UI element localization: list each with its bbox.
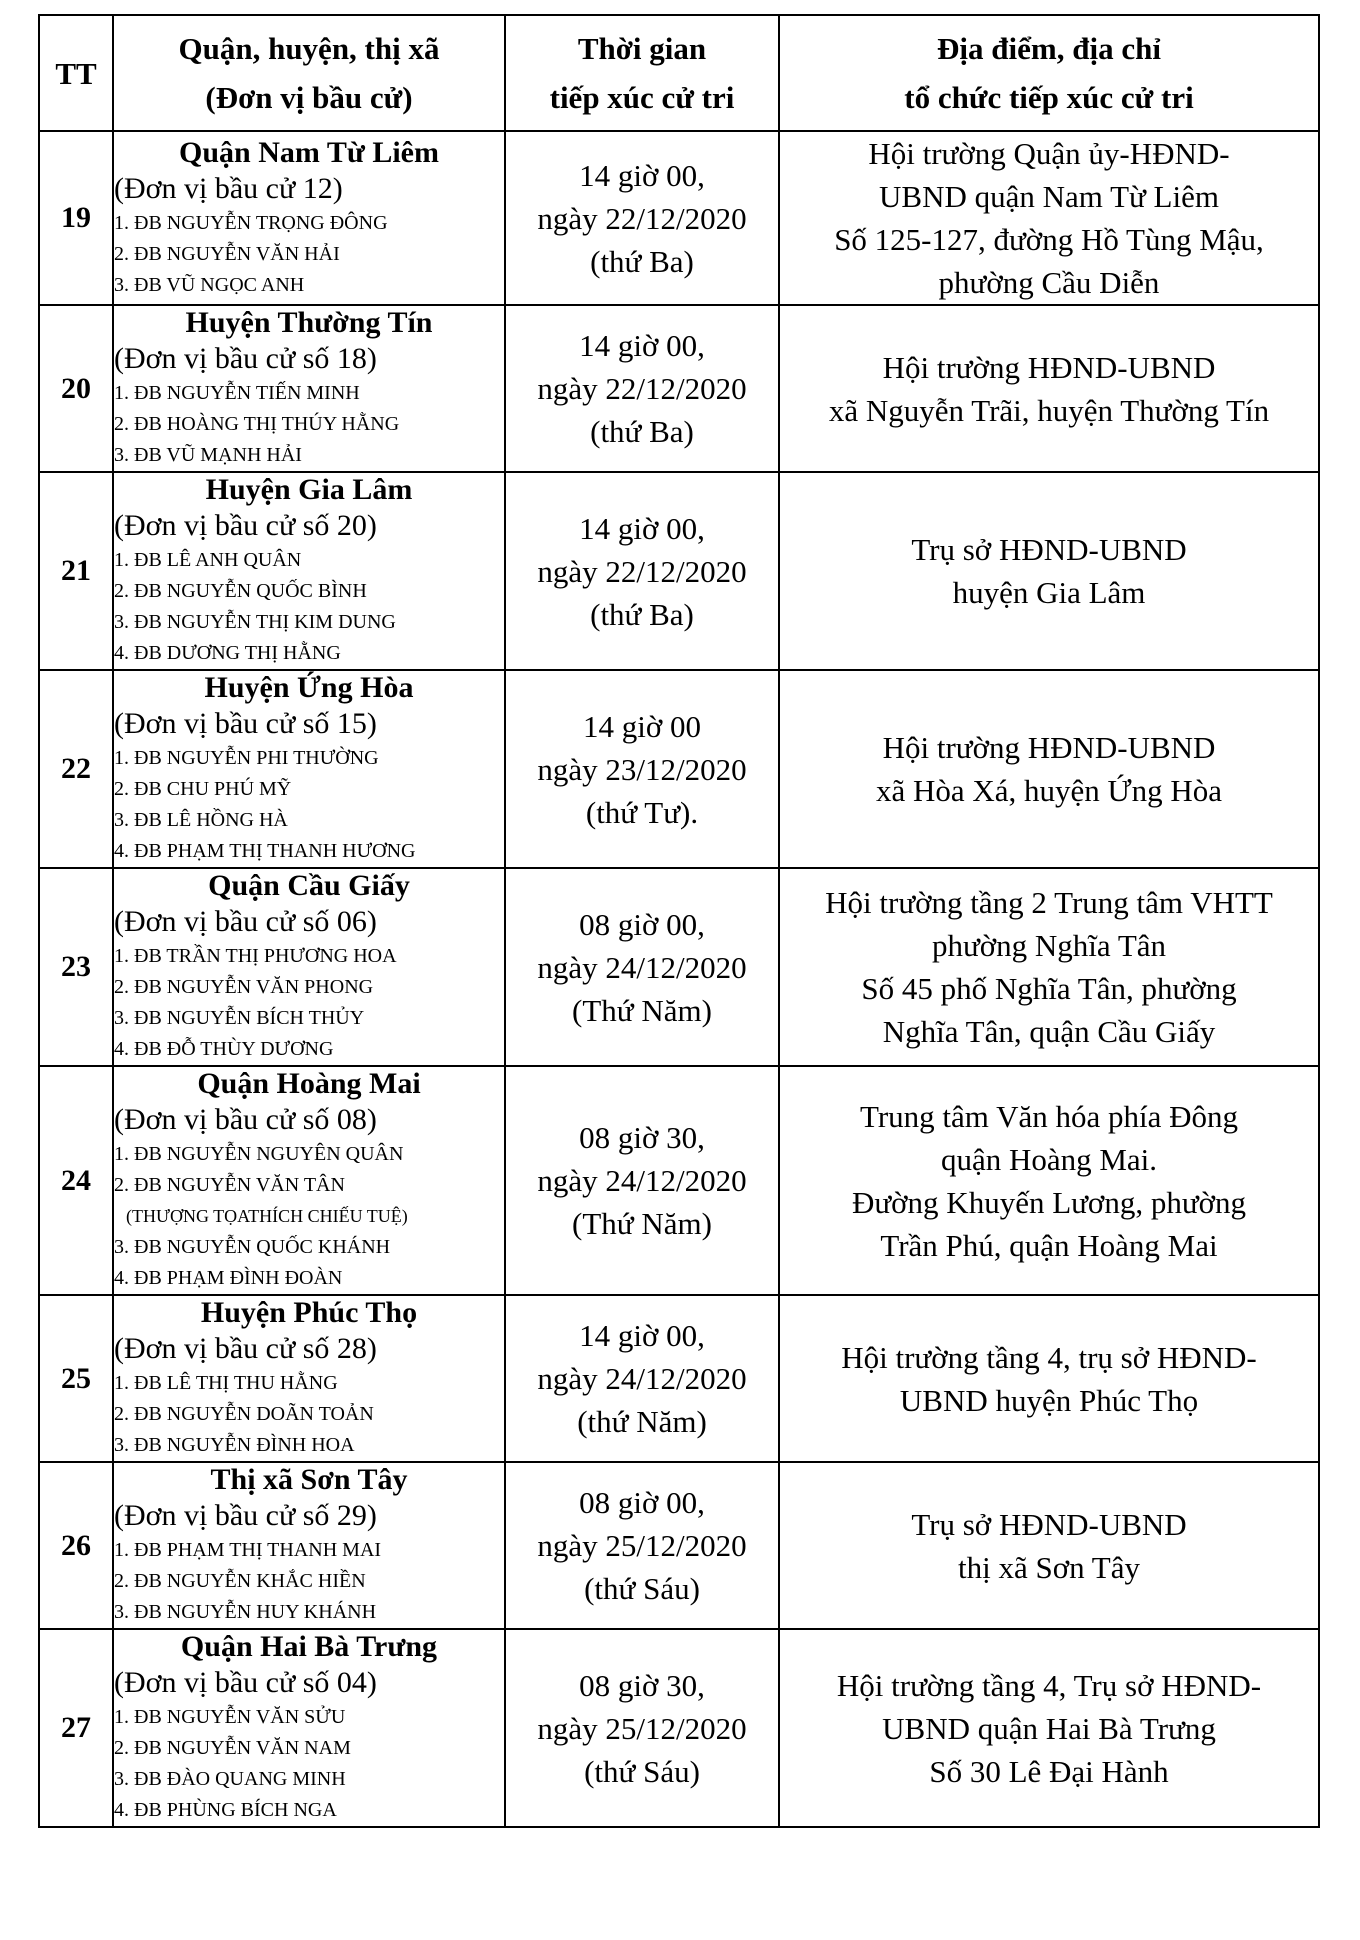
time-line: (Thứ Năm) [572, 992, 712, 1028]
delegate-item: 2. ĐB NGUYỄN VĂN NAM [114, 1737, 351, 1759]
place-line: Hội trường tầng 4, trụ sở HĐND- [841, 1339, 1257, 1375]
delegate-item: 3. ĐB NGUYỄN ĐÌNH HOA [114, 1434, 355, 1456]
place-line: Nghĩa Tân, quận Cầu Giấy [882, 1014, 1216, 1049]
time-line: 08 giờ 30, [579, 1120, 705, 1155]
schedule-table [38, 14, 1320, 1828]
delegate-item: 1. ĐB NGUYỄN NGUYÊN QUÂN [114, 1143, 404, 1165]
place-line: Số 45 phố Nghĩa Tân, phường [861, 971, 1237, 1006]
delegate-item: 3. ĐB ĐÀO QUANG MINH [114, 1768, 346, 1790]
table-row [39, 305, 1319, 472]
delegate-item: 3. ĐB VŨ NGỌC ANH [114, 273, 305, 296]
delegate-item: 2. ĐB NGUYỄN KHẮC HIỀN [114, 1570, 366, 1592]
delegate-list [114, 1139, 504, 1294]
delegate-item: 2. ĐB CHU PHÚ MỸ [114, 778, 292, 800]
place-line: Hội trường tầng 4, Trụ sở HĐND- [836, 1667, 1262, 1703]
delegate-item: 3. ĐB LÊ HỒNG HÀ [114, 809, 288, 831]
unit-name: Huyện Gia Lâm [205, 473, 413, 506]
time-line: ngày 23/12/2020 [537, 751, 747, 787]
delegate-list [114, 1535, 504, 1628]
place-line: Đường Khuyến Lương, phường [851, 1184, 1247, 1220]
time-cell [505, 670, 779, 868]
row-number: 25 [39, 1295, 113, 1462]
time-line: (thứ Ba) [590, 596, 694, 632]
time-cell [505, 131, 779, 305]
time-line: ngày 24/12/2020 [537, 949, 747, 985]
row-number: 19 [39, 131, 113, 305]
delegate-list [114, 1368, 504, 1461]
electoral-unit-label: (Đơn vị bầu cử số 29) [114, 1499, 377, 1532]
delegate-item: 4. ĐB PHÙNG BÍCH NGA [114, 1799, 337, 1821]
delegate-list [114, 378, 504, 471]
time-line: (thứ Ba) [590, 414, 694, 449]
place-line: Trụ sở HĐND-UBND [911, 532, 1187, 567]
delegate-item: (THƯỢNG TỌATHÍCH CHIẾU TUỆ) [126, 1206, 408, 1226]
time-line: (thứ Năm) [577, 1404, 707, 1439]
time-line: 08 giờ 00, [579, 1485, 705, 1520]
time-line: ngày 22/12/2020 [537, 553, 747, 589]
header-tt: TT [39, 15, 113, 131]
header-place-line2: tổ chức tiếp xúc cử tri [904, 80, 1194, 115]
place-cell [779, 1066, 1319, 1295]
row-number: 24 [39, 1066, 113, 1295]
place-cell [779, 305, 1319, 472]
table-row [39, 1629, 1319, 1827]
place-line: xã Hòa Xá, huyện Ứng Hòa [875, 773, 1222, 808]
place-cell [779, 131, 1319, 305]
place-line: huyện Gia Lâm [952, 575, 1146, 610]
time-line: 14 giờ 00, [579, 1318, 705, 1353]
delegate-item: 4. ĐB ĐỖ THÙY DƯƠNG [114, 1038, 334, 1060]
delegate-item: 3. ĐB NGUYỄN HUY KHÁNH [114, 1601, 377, 1623]
table-row [39, 131, 1319, 305]
electoral-unit-label: (Đơn vị bầu cử số 15) [114, 707, 377, 740]
time-line: 08 giờ 30, [579, 1667, 705, 1703]
delegate-item: 1. ĐB TRẦN THỊ PHƯƠNG HOA [114, 945, 397, 967]
place-line: Trụ sở HĐND-UBND [911, 1506, 1187, 1542]
place-cell [779, 1295, 1319, 1462]
unit-cell [113, 868, 505, 1066]
unit-name: Huyện Phúc Thọ [200, 1296, 418, 1329]
time-line: (Thứ Năm) [572, 1206, 712, 1241]
time-line: ngày 24/12/2020 [537, 1163, 747, 1198]
time-line: 14 giờ 00 [582, 708, 701, 744]
delegate-item: 4. ĐB PHẠM THỊ THANH HƯƠNG [114, 840, 416, 862]
unit-cell [113, 1066, 505, 1295]
delegate-item: 2. ĐB NGUYỄN VĂN TÂN [114, 1174, 345, 1196]
header-place [779, 15, 1319, 131]
row-number: 27 [39, 1629, 113, 1827]
delegate-item: 2. ĐB HOÀNG THỊ THÚY HẰNG [114, 413, 400, 435]
header-row [39, 15, 1319, 131]
unit-name: Quận Cầu Giấy [208, 869, 410, 902]
table-row [39, 670, 1319, 868]
unit-cell [113, 1462, 505, 1629]
place-line: Trần Phú, quận Hoàng Mai [880, 1227, 1218, 1263]
time-line: ngày 22/12/2020 [537, 200, 747, 236]
unit-cell [113, 472, 505, 670]
unit-name: Huyện Ứng Hòa [204, 671, 414, 704]
delegate-list [114, 208, 504, 301]
time-cell [505, 1629, 779, 1827]
place-line: Số 30 Lê Đại Hành [929, 1753, 1169, 1789]
unit-name: Quận Hai Bà Trưng [180, 1630, 438, 1663]
time-line: (thứ Sáu) [584, 1571, 700, 1606]
delegate-item: 2. ĐB NGUYỄN VĂN HẢI [114, 242, 340, 265]
delegate-item: 3. ĐB NGUYỄN BÍCH THỦY [114, 1007, 365, 1029]
time-cell [505, 1295, 779, 1462]
place-cell [779, 670, 1319, 868]
unit-name: Quận Hoàng Mai [197, 1067, 421, 1100]
time-line: ngày 25/12/2020 [537, 1528, 747, 1563]
electoral-unit-label: (Đơn vị bầu cử số 28) [114, 1332, 377, 1365]
electoral-unit-label: (Đơn vị bầu cử số 20) [114, 509, 377, 542]
delegate-list [114, 545, 504, 669]
time-line: ngày 22/12/2020 [537, 371, 747, 406]
electoral-unit-label: (Đơn vị bầu cử số 18) [114, 342, 377, 375]
delegate-item: 2. ĐB NGUYỄN QUỐC BÌNH [114, 580, 367, 602]
time-line: (thứ Tư). [585, 794, 699, 830]
unit-name: Quận Nam Từ Liêm [179, 135, 439, 169]
electoral-unit-label: (Đơn vị bầu cử số 08) [114, 1103, 377, 1136]
place-line: UBND quận Hai Bà Trưng [882, 1710, 1216, 1746]
delegate-list [114, 941, 504, 1065]
table-body [39, 131, 1319, 1827]
place-line: phường Cầu Diễn [938, 265, 1160, 300]
time-cell [505, 1066, 779, 1295]
delegate-item: 1. ĐB LÊ THỊ THU HẰNG [114, 1372, 338, 1394]
delegate-item: 1. ĐB NGUYỄN TRỌNG ĐÔNG [114, 211, 388, 234]
time-line: 08 giờ 00, [579, 906, 705, 942]
place-line: Hội trường HĐND-UBND [882, 349, 1216, 385]
delegate-list [114, 743, 504, 867]
delegate-item: 3. ĐB NGUYỄN QUỐC KHÁNH [114, 1236, 391, 1258]
header-time [505, 15, 779, 131]
table-row [39, 472, 1319, 670]
place-line: Trung tâm Văn hóa phía Đông [859, 1098, 1238, 1134]
unit-name: Thị xã Sơn Tây [210, 1463, 408, 1496]
delegate-item: 1. ĐB NGUYỄN TIẾN MINH [114, 382, 360, 404]
delegate-item: 1. ĐB PHẠM THỊ THANH MAI [114, 1539, 382, 1561]
header-unit-line1: Quận, huyện, thị xã [178, 31, 440, 66]
header-place-line1: Địa điểm, địa chỉ [937, 31, 1161, 66]
place-line: Hội trường Quận ủy-HĐND- [868, 136, 1230, 171]
place-cell [779, 1629, 1319, 1827]
electoral-unit-label: (Đơn vị bầu cử số 04) [114, 1666, 377, 1699]
header-unit [113, 15, 505, 131]
place-cell [779, 472, 1319, 670]
place-line: quận Hoàng Mai. [940, 1141, 1158, 1177]
table-row [39, 868, 1319, 1066]
delegate-item: 2. ĐB NGUYỄN VĂN PHONG [114, 976, 374, 998]
row-number: 23 [39, 868, 113, 1066]
electoral-unit-label: (Đơn vị bầu cử 12) [114, 171, 343, 205]
header-unit-line2: (Đơn vị bầu cử) [205, 80, 413, 115]
delegate-item: 1. ĐB LÊ ANH QUÂN [114, 549, 302, 571]
time-line: 14 giờ 00, [579, 157, 705, 193]
row-number: 22 [39, 670, 113, 868]
header-time-line1: Thời gian [577, 31, 707, 66]
delegate-item: 1. ĐB NGUYỄN PHI THƯỜNG [114, 747, 379, 769]
place-cell [779, 1462, 1319, 1629]
delegate-item: 4. ĐB PHẠM ĐÌNH ĐOÀN [114, 1267, 343, 1289]
time-line: ngày 24/12/2020 [537, 1361, 747, 1396]
time-cell [505, 305, 779, 472]
place-line: UBND quận Nam Từ Liêm [879, 179, 1219, 214]
time-cell [505, 1462, 779, 1629]
place-line: Số 125-127, đường Hồ Tùng Mậu, [834, 222, 1264, 257]
delegate-item: 3. ĐB VŨ MẠNH HẢI [114, 444, 302, 466]
delegate-item: 1. ĐB NGUYỄN VĂN SỬU [114, 1706, 346, 1728]
row-number: 20 [39, 305, 113, 472]
unit-cell [113, 1629, 505, 1827]
table-row [39, 1295, 1319, 1462]
place-line: phường Nghĩa Tân [931, 928, 1167, 963]
time-line: 14 giờ 00, [579, 328, 705, 363]
electoral-unit-label: (Đơn vị bầu cử số 06) [114, 905, 377, 938]
place-line: Hội trường tầng 2 Trung tâm VHTT [825, 885, 1273, 920]
time-line: (thứ Sáu) [584, 1753, 700, 1789]
place-line: thị xã Sơn Tây [957, 1549, 1140, 1585]
time-line: 14 giờ 00, [579, 510, 705, 546]
unit-cell [113, 670, 505, 868]
place-cell [779, 868, 1319, 1066]
time-line: (thứ Ba) [590, 243, 694, 279]
delegate-list [114, 1702, 504, 1826]
table-row [39, 1462, 1319, 1629]
delegate-item: 2. ĐB NGUYỄN DOÃN TOẢN [114, 1403, 374, 1425]
time-cell [505, 868, 779, 1066]
unit-cell [113, 131, 505, 305]
row-number: 21 [39, 472, 113, 670]
header-time-line2: tiếp xúc cử tri [549, 80, 735, 115]
place-line: UBND huyện Phúc Thọ [899, 1382, 1199, 1418]
place-line: Hội trường HĐND-UBND [882, 730, 1216, 765]
time-line: ngày 25/12/2020 [537, 1710, 747, 1746]
row-number: 26 [39, 1462, 113, 1629]
table-row [39, 1066, 1319, 1295]
unit-name: Huyện Thường Tín [185, 306, 433, 339]
unit-cell [113, 1295, 505, 1462]
unit-cell [113, 305, 505, 472]
delegate-item: 4. ĐB DƯƠNG THỊ HẰNG [114, 642, 341, 664]
delegate-item: 3. ĐB NGUYỄN THỊ KIM DUNG [114, 611, 396, 633]
place-line: xã Nguyễn Trãi, huyện Thường Tín [828, 392, 1270, 428]
time-cell [505, 472, 779, 670]
